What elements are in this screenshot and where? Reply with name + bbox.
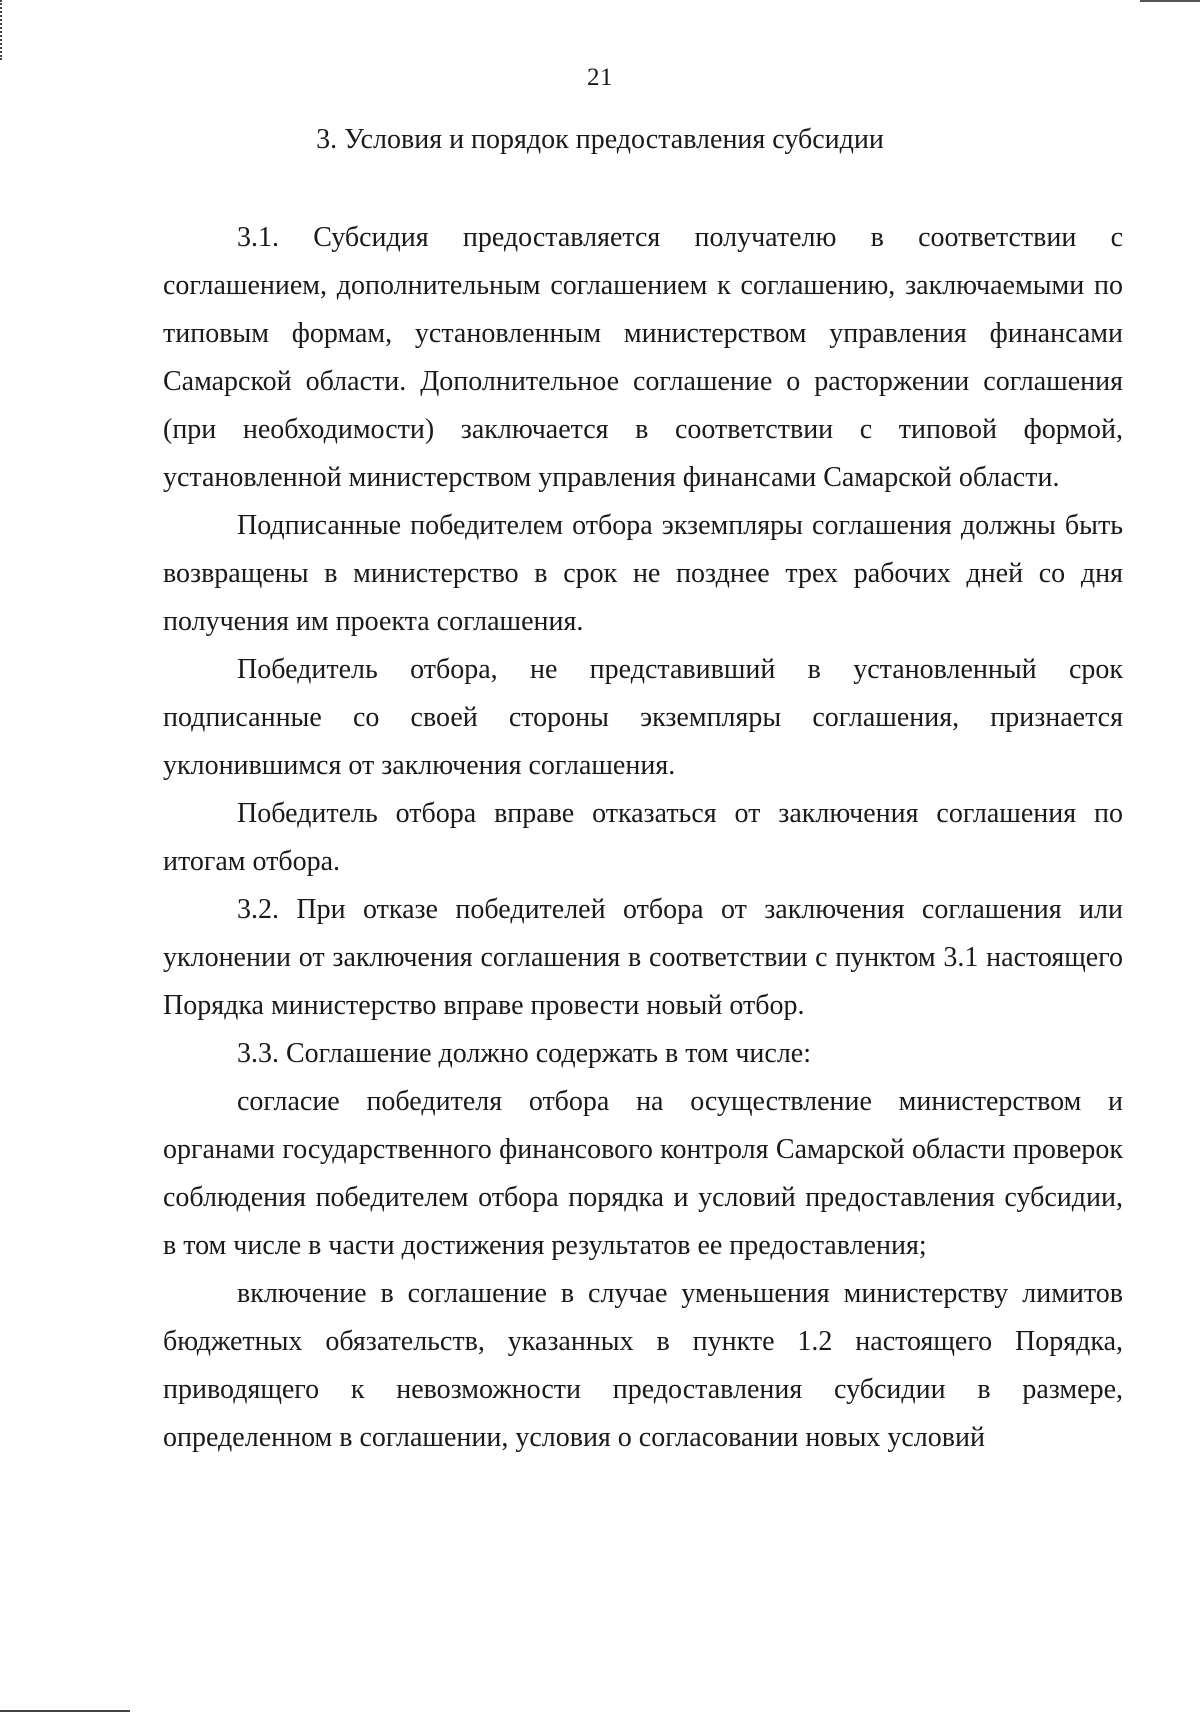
- paragraph-3-3: 3.3. Соглашение должно содержать в том числе:: [237, 1038, 811, 1069]
- paragraph-3-1: 3.1. Субсидия предоставляется получателю в соответствии с соглашением, дополнительным соглашением к соглашению, заключаемыми по типовым формам, установленным министерством управления финансами Самарской области. Дополнительное соглашение о расторжении соглашения (при необходимости) заключается в соответствии с типовой формой, установленной министерством управления финансами Самарской области.: [163, 222, 1123, 493]
- scan-edge-mark: [0, 0, 5, 60]
- paragraph-limits-reduction: включение в соглашение в случае уменьшения министерству лимитов бюджетных обязательств, указанных в пункте 1.2 настоящего Порядка, приводящего к невозможности предоставления субсидии в размере, определенном в соглашении, условия о согласовании новых условий: [163, 1278, 1123, 1453]
- paragraph-refusal-right: Победитель отбора вправе отказаться от заключения соглашения по итогам отбора.: [163, 798, 1123, 877]
- section-heading: 3. Условия и порядок предоставления субсидии: [316, 124, 884, 155]
- paragraph-3-2: 3.2. При отказе победителей отбора от заключения соглашения или уклонении от заключения соглашения в соответствии с пунктом 3.1 настоящего Порядка министерство вправе провести новый отбор.: [163, 894, 1123, 1021]
- document-body: [163, 214, 1123, 1462]
- scan-edge-mark: [1140, 0, 1200, 2]
- scan-edge-mark: [0, 1710, 130, 1712]
- paragraph-consent: согласие победителя отбора на осуществление министерством и органами государственного финансового контроля Самарской области проверок соблюдения победителем отбора порядка и условий предоставления субсидии, в том числе в части достижения результатов ее предоставления;: [163, 1086, 1123, 1261]
- paragraph-evaded-winner: Победитель отбора, не представивший в установленный срок подписанные со своей стороны экземпляры соглашения, признается уклонившимся от заключения соглашения.: [163, 654, 1123, 781]
- page-number: 21: [587, 64, 613, 91]
- paragraph-signed-copies: Подписанные победителем отбора экземпляры соглашения должны быть возвращены в министерство в срок не позднее трех рабочих дней со дня получения им проекта соглашения.: [163, 510, 1123, 637]
